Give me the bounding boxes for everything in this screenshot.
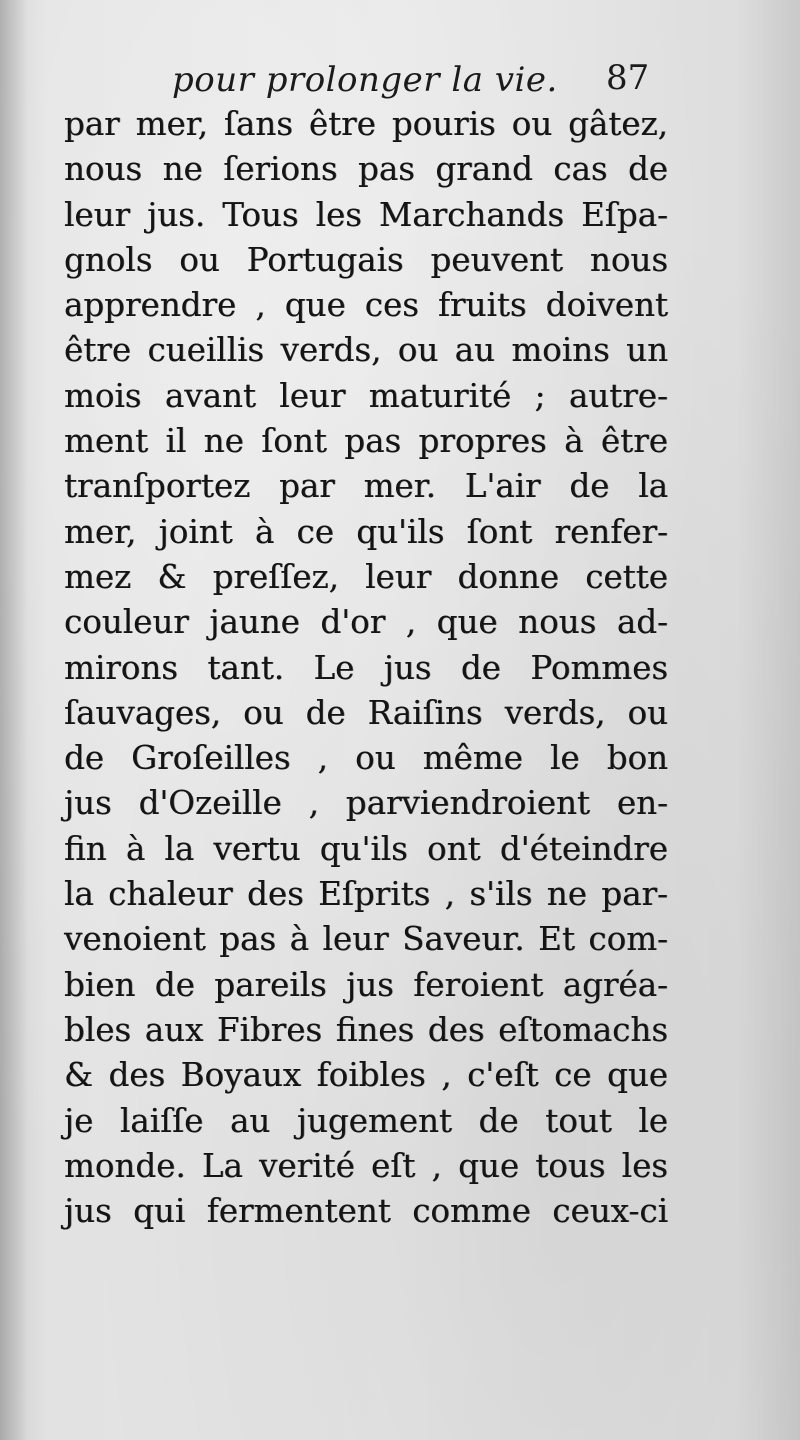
text-line: apprendre , que ces fruits doivent [64, 286, 668, 325]
running-head: pour prolonger la vie. [172, 60, 558, 100]
text-line: gnols ou Portugais peuvent nous [64, 240, 668, 279]
text-line: de Groſeilles , ou même le bon [64, 739, 668, 778]
page-number: 87 [606, 58, 650, 98]
text-line: mez & preſſez, leur donne cette [64, 557, 668, 596]
text-line: la chaleur des Eſprits , s'ils ne par- [64, 875, 668, 914]
text-line: leur jus. Tous les Marchands Eſpa- [64, 195, 668, 234]
text-line: mois avant leur maturité ; autre- [64, 376, 668, 415]
text-line: être cueillis verds, ou au moins un [64, 331, 668, 370]
text-line: par mer, ſans être pouris ou gâtez, [64, 105, 668, 143]
text-line: mer, joint à ce qu'ils ſont renfer- [64, 512, 668, 551]
text-line: mirons tant. Le jus de Pommes [64, 648, 668, 687]
text-line: tranſportez par mer. L'air de la [64, 467, 668, 506]
text-line: couleur jaune d'or , que nous ad- [64, 603, 668, 642]
text-line: bien de pareils jus feroient agréa- [64, 965, 668, 1004]
spine-shadow [0, 0, 28, 1440]
text-line: jus qui fermentent comme ceux-ci [64, 1192, 668, 1231]
text-line: ſauvages, ou de Raiſins verds, ou [64, 693, 668, 732]
text-line: bles aux Fibres fines des eſtomachs [64, 1010, 668, 1049]
text-line: nous ne ſerions pas grand cas de [64, 150, 668, 189]
text-line: jus d'Ozeille , parviendroient en- [64, 784, 668, 823]
text-line: venoient pas à leur Saveur. Et com- [64, 920, 668, 959]
text-line: monde. La verité eſt , que tous les [64, 1146, 668, 1185]
body-text [64, 102, 668, 1234]
text-line: je laiſſe au jugement de tout le [64, 1101, 668, 1140]
text-line: & des Boyaux foibles , c'eſt ce que [64, 1056, 668, 1095]
text-line: fin à la vertu qu'ils ont d'éteindre [64, 829, 668, 868]
text-line: ment il ne ſont pas propres à être [64, 422, 668, 461]
